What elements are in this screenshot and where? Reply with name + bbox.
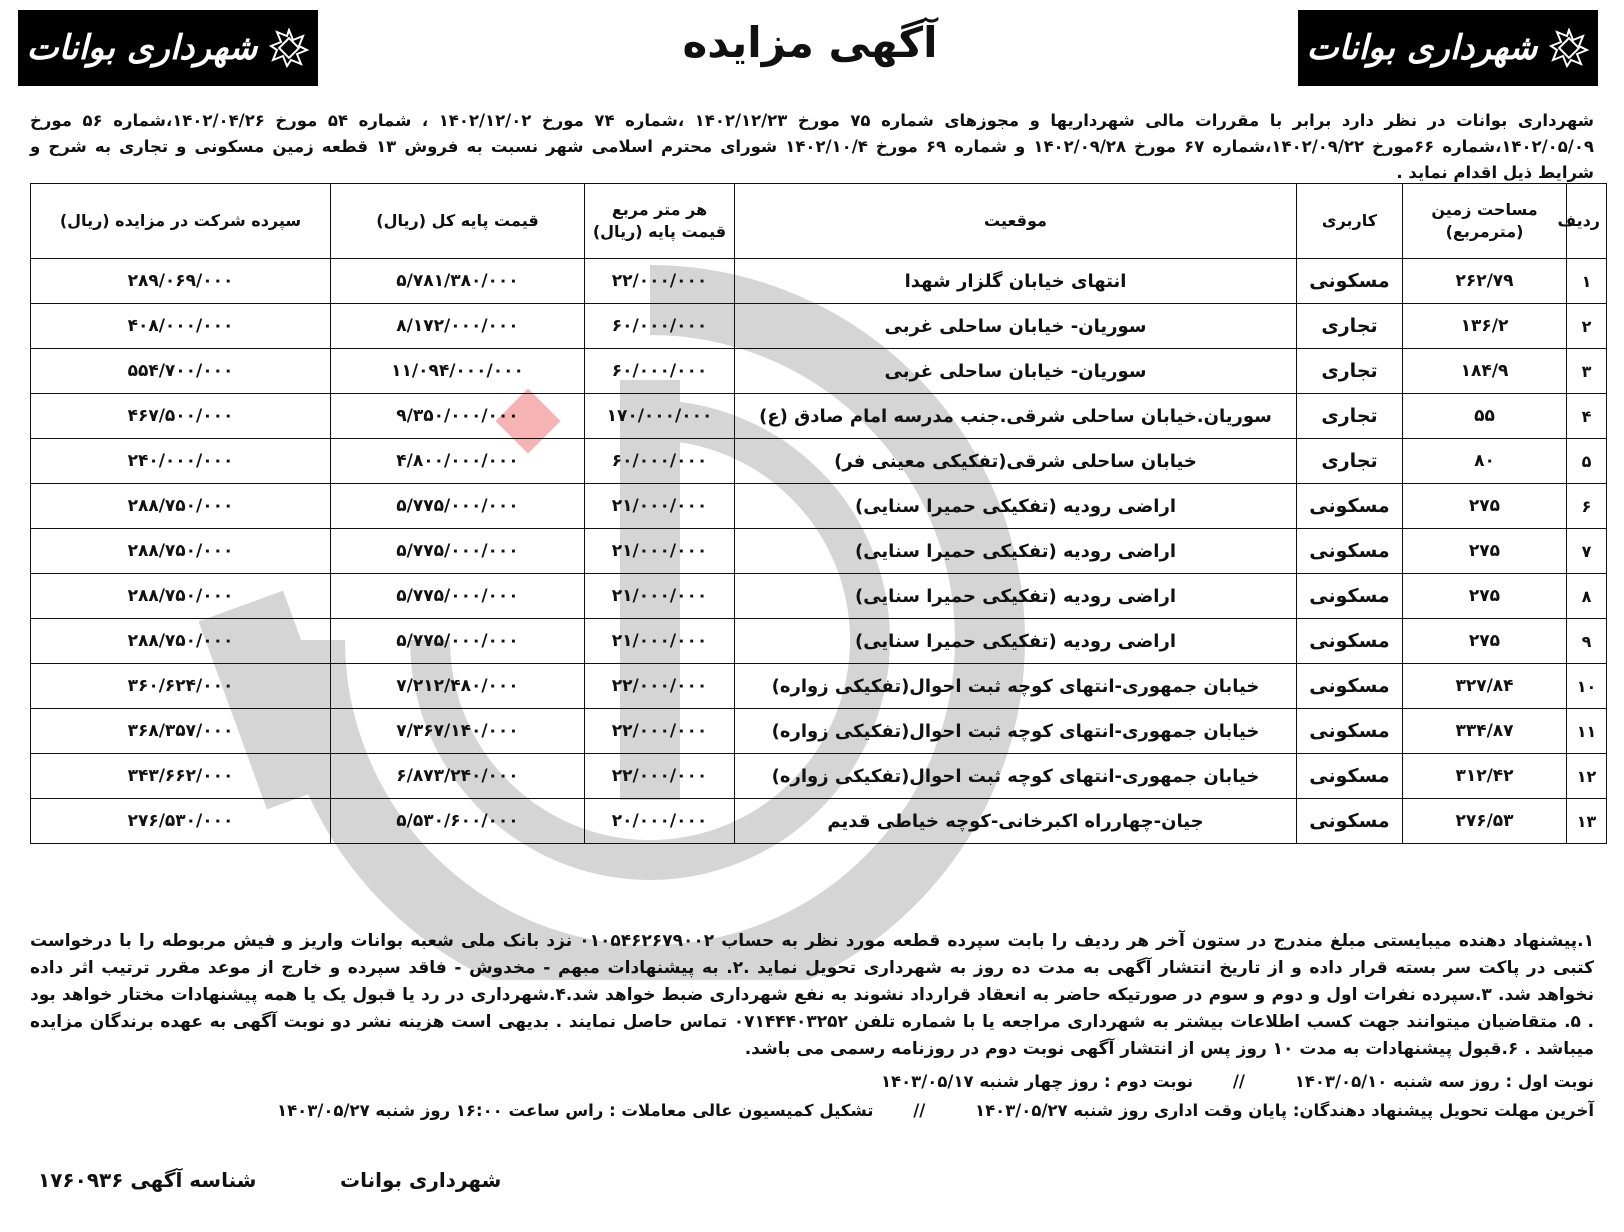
cell-deposit: ۲۸۸/۷۵۰/۰۰۰ — [31, 619, 331, 664]
cell-usage: مسکونی — [1297, 664, 1403, 709]
cell-deposit: ۳۶۸/۳۵۷/۰۰۰ — [31, 709, 331, 754]
table-body — [31, 259, 1607, 844]
conditions-paragraph: ۱.پیشنهاد دهنده میبایستی مبلغ مندرج در ستون آخر هر ردیف را بابت سپرده قطعه مورد نظر به حساب ۰۱۰۵۴۶۲۶۷۹۰۰۲ نزد بانک ملی شعبه بوانات واریز و فیش مربوطه را با درخواست کتبی در پاکت سر بسته قرار داده و از تاریخ انتشار آگهی به مدت ده روز به شهرداری تحویل نماید .۲. به پیشنهادات مبهم - مخدوش - فاقد سپرده و خارج از موعد مقرر ترتیب اثر داده نخواهد شد. ۳.سپرده نفرات اول و دوم و سوم در صورتیکه حاضر به انعقاد قرارداد نشوند به نفع شهرداری ضبط خواهد شد.۴.شهرداری در رد یا قبول یک یا همه پیشنهادات مختار خواهد بود . ۵. متقاضیان میتوانند جهت کسب اطلاعات بیشتر به شهرداری مراجعه یا با شماره تلفن ۰۷۱۴۴۴۰۳۲۵۲ تماس حاصل نمایند . بدیهی است هزینه نشر دو نوبت آگهی به عهده برندگان مزایده میباشد . ۶.قبول پیشنهادات به مدت ۱۰ روز پس از انتشار آگهی نوبت دوم در روزنامه رسمی می باشد. — [30, 931, 1595, 1059]
cell-location: انتهای خیابان گلزار شهدا — [735, 259, 1297, 304]
cell-area: ۳۲۷/۸۴ — [1403, 664, 1567, 709]
cell-row: ۴ — [1567, 394, 1607, 439]
first-publication: نوبت اول : روز سه شنبه ۱۴۰۳/۰۵/۱۰ — [1294, 1072, 1594, 1091]
cell-usage: تجاری — [1297, 394, 1403, 439]
cell-row: ۶ — [1567, 484, 1607, 529]
cell-usage: مسکونی — [1297, 754, 1403, 799]
cell-deposit: ۲۸۸/۷۵۰/۰۰۰ — [31, 484, 331, 529]
col-header-base-total: قیمت پایه کل (ریال) — [331, 184, 585, 259]
table-row — [31, 619, 1607, 664]
table-row — [31, 529, 1607, 574]
cell-base-total: ۵/۷۷۵/۰۰۰/۰۰۰ — [331, 484, 585, 529]
cell-price-per-m2: ۶۰/۰۰۰/۰۰۰ — [585, 304, 735, 349]
cell-deposit: ۴۰۸/۰۰۰/۰۰۰ — [31, 304, 331, 349]
cell-location: اراضی رودیه (تفکیکی حمیرا سنایی) — [735, 484, 1297, 529]
cell-base-total: ۹/۳۵۰/۰۰۰/۰۰۰ — [331, 394, 585, 439]
table-row — [31, 574, 1607, 619]
cell-row: ۱۲ — [1567, 754, 1607, 799]
table-row — [31, 754, 1607, 799]
cell-area: ۸۰ — [1403, 439, 1567, 484]
cell-price-per-m2: ۲۱/۰۰۰/۰۰۰ — [585, 619, 735, 664]
cell-area: ۲۷۵ — [1403, 619, 1567, 664]
municipality-logo-right — [1298, 10, 1598, 86]
intro-paragraph: شهرداری بوانات در نظر دارد برابر با مقررات مالی شهرداریها و مجوزهای شماره ۷۵ مورخ ۱۴۰۲/۱۲/۲۳ ،شماره ۷۴ مورخ ۱۴۰۲/۱۲/۰۲ ، شماره ۵۴ مورخ ۱۴۰۲/۰۴/۲۶،شماره ۵۶ مورخ ۱۴۰۲/۰۵/۰۹،شماره ۶۶مورخ ۱۴۰۲/۰۹/۲۲،شماره ۶۷ مورخ ۱۴۰۲/۰۹/۲۸ و شماره ۶۹ مورخ ۱۴۰۲/۱۰/۴ شورای محترم اسلامی شهر نسبت به فروش ۱۳ قطعه زمین مسکونی و تجاری به شرح و شرایط ذیل اقدام نماید . — [30, 111, 1594, 182]
cell-location: اراضی رودیه (تفکیکی حمیرا سنایی) — [735, 574, 1297, 619]
cell-usage: مسکونی — [1297, 259, 1403, 304]
cell-usage: مسکونی — [1297, 619, 1403, 664]
cell-usage: تجاری — [1297, 304, 1403, 349]
schedule-separator: // — [913, 1101, 926, 1120]
auction-table — [30, 183, 1607, 844]
municipality-emblem-icon — [269, 28, 309, 68]
table-row — [31, 349, 1607, 394]
cell-location: خیابان جمهوری-انتهای کوچه ثبت احوال(تفکیکی زواره) — [735, 709, 1297, 754]
col-header-location: موقعیت — [735, 184, 1297, 259]
cell-price-per-m2: ۲۱/۰۰۰/۰۰۰ — [585, 574, 735, 619]
cell-location: اراضی رودیه (تفکیکی حمیرا سنایی) — [735, 619, 1297, 664]
cell-area: ۲۷۵ — [1403, 484, 1567, 529]
cell-row: ۲ — [1567, 304, 1607, 349]
cell-base-total: ۱۱/۰۹۴/۰۰۰/۰۰۰ — [331, 349, 585, 394]
cell-area: ۲۷۶/۵۳ — [1403, 799, 1567, 844]
cell-price-per-m2: ۲۲/۰۰۰/۰۰۰ — [585, 259, 735, 304]
cell-price-per-m2: ۲۰/۰۰۰/۰۰۰ — [585, 799, 735, 844]
table-row — [31, 304, 1607, 349]
submission-deadline: آخرین مهلت تحویل پیشنهاد دهندگان: پایان وقت اداری روز شنبه ۱۴۰۳/۰۵/۲۷ — [975, 1101, 1594, 1120]
cell-area: ۳۱۲/۴۲ — [1403, 754, 1567, 799]
cell-deposit: ۲۸۸/۷۵۰/۰۰۰ — [31, 529, 331, 574]
cell-base-total: ۵/۷۷۵/۰۰۰/۰۰۰ — [331, 574, 585, 619]
page-title: آگهی مزایده — [682, 18, 938, 67]
col-header-row: ردیف — [1567, 184, 1607, 259]
municipality-emblem-icon — [1549, 28, 1589, 68]
cell-location: سوریان.خیابان ساحلی شرقی.جنب مدرسه امام صادق (ع) — [735, 394, 1297, 439]
second-publication: نوبت دوم : روز چهار شنبه ۱۴۰۳/۰۵/۱۷ — [880, 1072, 1194, 1091]
table-header-row — [31, 184, 1607, 259]
cell-price-per-m2: ۶۰/۰۰۰/۰۰۰ — [585, 439, 735, 484]
cell-deposit: ۲۸۹/۰۶۹/۰۰۰ — [31, 259, 331, 304]
cell-deposit: ۲۴۰/۰۰۰/۰۰۰ — [31, 439, 331, 484]
cell-area: ۱۳۶/۲ — [1403, 304, 1567, 349]
municipality-logo-left — [18, 10, 318, 86]
signature-org: شهرداری بوانات — [340, 1168, 502, 1192]
cell-deposit: ۲۸۸/۷۵۰/۰۰۰ — [31, 574, 331, 619]
cell-price-per-m2: ۶۰/۰۰۰/۰۰۰ — [585, 349, 735, 394]
cell-usage: مسکونی — [1297, 484, 1403, 529]
cell-price-per-m2: ۲۲/۰۰۰/۰۰۰ — [585, 709, 735, 754]
cell-price-per-m2: ۲۲/۰۰۰/۰۰۰ — [585, 754, 735, 799]
cell-row: ۱۱ — [1567, 709, 1607, 754]
cell-deposit: ۲۷۶/۵۳۰/۰۰۰ — [31, 799, 331, 844]
table-row — [31, 484, 1607, 529]
table-row — [31, 709, 1607, 754]
table-row — [31, 664, 1607, 709]
cell-usage: مسکونی — [1297, 709, 1403, 754]
cell-base-total: ۶/۸۷۳/۲۴۰/۰۰۰ — [331, 754, 585, 799]
cell-base-total: ۷/۳۶۷/۱۴۰/۰۰۰ — [331, 709, 585, 754]
cell-location: خیابان ساحلی شرقی(تفکیکی معینی فر) — [735, 439, 1297, 484]
col-header-deposit: سپرده شرکت در مزایده (ریال) — [31, 184, 331, 259]
cell-area: ۵۵ — [1403, 394, 1567, 439]
cell-base-total: ۵/۷۸۱/۳۸۰/۰۰۰ — [331, 259, 585, 304]
schedule-separator: // — [1232, 1072, 1245, 1091]
cell-location: خیابان جمهوری-انتهای کوچه ثبت احوال(تفکیکی زواره) — [735, 754, 1297, 799]
cell-row: ۱۳ — [1567, 799, 1607, 844]
cell-area: ۱۸۴/۹ — [1403, 349, 1567, 394]
cell-area: ۲۷۵ — [1403, 529, 1567, 574]
logo-text: شهرداری بوانات — [1306, 28, 1538, 68]
cell-base-total: ۵/۵۳۰/۶۰۰/۰۰۰ — [331, 799, 585, 844]
cell-area: ۲۶۲/۷۹ — [1403, 259, 1567, 304]
cell-deposit: ۳۴۳/۶۶۲/۰۰۰ — [31, 754, 331, 799]
cell-base-total: ۴/۸۰۰/۰۰۰/۰۰۰ — [331, 439, 585, 484]
cell-deposit: ۳۶۰/۶۲۴/۰۰۰ — [31, 664, 331, 709]
table-row — [31, 394, 1607, 439]
cell-row: ۵ — [1567, 439, 1607, 484]
cell-price-per-m2: ۲۱/۰۰۰/۰۰۰ — [585, 484, 735, 529]
cell-location: سوریان- خیابان ساحلی غربی — [735, 349, 1297, 394]
cell-location: خیابان جمهوری-انتهای کوچه ثبت احوال(تفکیکی زواره) — [735, 664, 1297, 709]
cell-area: ۲۷۵ — [1403, 574, 1567, 619]
cell-usage: مسکونی — [1297, 529, 1403, 574]
cell-deposit: ۴۶۷/۵۰۰/۰۰۰ — [31, 394, 331, 439]
publication-schedule — [30, 1072, 1594, 1091]
ad-id: شناسه آگهی ۱۷۶۰۹۳۶ — [38, 1168, 257, 1192]
cell-price-per-m2: ۲۱/۰۰۰/۰۰۰ — [585, 529, 735, 574]
cell-price-per-m2: ۲۲/۰۰۰/۰۰۰ — [585, 664, 735, 709]
cell-usage: تجاری — [1297, 439, 1403, 484]
cell-usage: تجاری — [1297, 349, 1403, 394]
col-header-price-per-m2: هر متر مربع قیمت پایه (ریال) — [585, 184, 735, 259]
cell-row: ۹ — [1567, 619, 1607, 664]
cell-usage: مسکونی — [1297, 574, 1403, 619]
cell-price-per-m2: ۱۷۰/۰۰۰/۰۰۰ — [585, 394, 735, 439]
cell-base-total: ۸/۱۷۲/۰۰۰/۰۰۰ — [331, 304, 585, 349]
deadline-line — [30, 1101, 1594, 1120]
cell-base-total: ۷/۲۱۲/۴۸۰/۰۰۰ — [331, 664, 585, 709]
header — [0, 0, 1624, 100]
table-row — [31, 439, 1607, 484]
table-row — [31, 799, 1607, 844]
table-row — [31, 259, 1607, 304]
cell-area: ۳۳۴/۸۷ — [1403, 709, 1567, 754]
commission-time: تشکیل کمیسیون عالی معاملات : راس ساعت ۱۶:۰۰ روز شنبه ۱۴۰۳/۰۵/۲۷ — [277, 1101, 874, 1120]
logo-text: شهرداری بوانات — [26, 28, 258, 68]
cell-row: ۸ — [1567, 574, 1607, 619]
cell-row: ۱ — [1567, 259, 1607, 304]
cell-location: اراضی رودیه (تفکیکی حمیرا سنایی) — [735, 529, 1297, 574]
cell-base-total: ۵/۷۷۵/۰۰۰/۰۰۰ — [331, 529, 585, 574]
col-header-area: مساحت زمین (مترمربع) — [1403, 184, 1567, 259]
cell-row: ۳ — [1567, 349, 1607, 394]
cell-base-total: ۵/۷۷۵/۰۰۰/۰۰۰ — [331, 619, 585, 664]
col-header-usage: کاربری — [1297, 184, 1403, 259]
cell-row: ۷ — [1567, 529, 1607, 574]
cell-location: جیان-چهارراه اکبرخانی-کوچه خیاطی قدیم — [735, 799, 1297, 844]
cell-location: سوریان- خیابان ساحلی غربی — [735, 304, 1297, 349]
cell-deposit: ۵۵۴/۷۰۰/۰۰۰ — [31, 349, 331, 394]
cell-usage: مسکونی — [1297, 799, 1403, 844]
cell-row: ۱۰ — [1567, 664, 1607, 709]
